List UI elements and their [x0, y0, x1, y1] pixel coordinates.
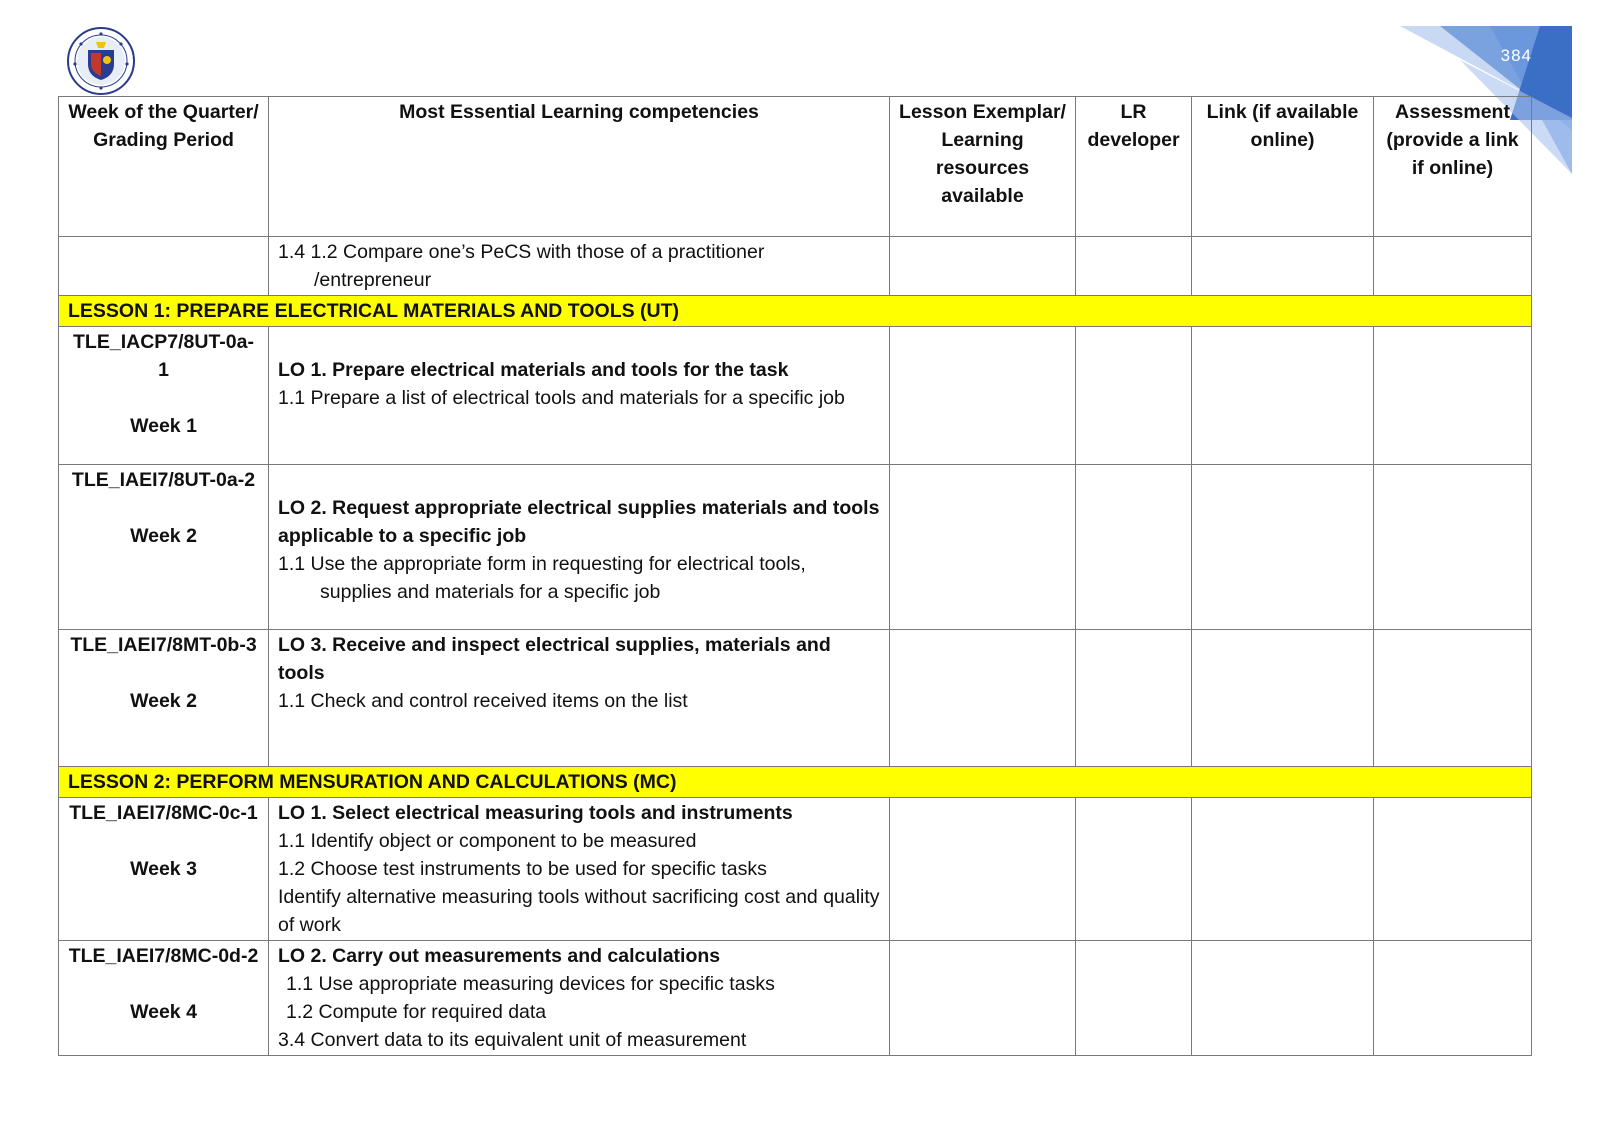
competency-item: 1.1 Identify object or component to be measured [278, 830, 697, 852]
week-cell [59, 798, 269, 941]
competency-code: TLE_IAEI7/8MC-0c-1 [69, 802, 258, 824]
header-competencies: Most Essential Learning competencies [269, 97, 890, 237]
competency-cell [269, 465, 890, 630]
table-row [59, 941, 1532, 1056]
lesson-heading-row [59, 296, 1532, 327]
competency-code: TLE_IAEI7/8MT-0b-3 [70, 634, 257, 656]
week-label: Week 2 [130, 525, 197, 547]
header-row [59, 97, 1532, 237]
competency-item: 1.1 Prepare a list of electrical tools and materials for a specific job [278, 387, 845, 409]
competency-cell [269, 798, 890, 941]
competency-code: TLE_IAEI7/8MC-0d-2 [68, 945, 259, 967]
week-label: Week 2 [130, 690, 197, 712]
competency-item: 1.2 Compute for required data [286, 1001, 547, 1023]
week-cell [59, 237, 269, 296]
lesson-1-title: LESSON 1: PREPARE ELECTRICAL MATERIALS AND TOOLS (UT) [59, 296, 1532, 327]
learning-outcome: LO 1. Prepare electrical materials and tools for the task [278, 359, 789, 381]
week-label: Week 4 [130, 1001, 197, 1023]
competency-item: 1.1 Use appropriate measuring devices for specific tasks [286, 973, 775, 995]
header-assessment: Assessment (provide a link if online) [1374, 97, 1532, 237]
competency-cell [269, 630, 890, 767]
lesson-2-title: LESSON 2: PERFORM MENSURATION AND CALCULATIONS (MC) [59, 767, 1532, 798]
page-number: 384 [1500, 46, 1532, 65]
lesson-heading-row [59, 767, 1532, 798]
deped-seal-logo [66, 26, 136, 96]
header-lesson-exemplar: Lesson Exemplar/ Learning resources available [890, 97, 1076, 237]
week-label: Week 1 [130, 415, 197, 437]
table-row [59, 630, 1532, 767]
learning-outcome: LO 3. Receive and inspect electrical supplies, materials and tools [278, 634, 831, 684]
competency-cell [269, 941, 890, 1056]
competency-item: 1.2 Choose test instruments to be used for specific tasks [278, 858, 767, 880]
header-week: Week of the Quarter/ Grading Period [59, 97, 269, 237]
table-row [59, 327, 1532, 465]
header-lr-developer: LR developer [1076, 97, 1192, 237]
competency-item: 1.1 Check and control received items on the list [278, 690, 688, 712]
week-cell [59, 465, 269, 630]
week-label: Week 3 [130, 858, 197, 880]
learning-outcome: LO 2. Request appropriate electrical supplies materials and tools applicable to a specific job [278, 497, 880, 547]
week-cell [59, 630, 269, 767]
competency-code: TLE_IACP7/8UT-0a-1 [73, 331, 254, 381]
competency-item: Identify alternative measuring tools without sacrificing cost and quality of work [278, 886, 880, 936]
learning-outcome: LO 1. Select electrical measuring tools and instruments [278, 802, 793, 824]
table-row [59, 237, 1532, 296]
melc-table [58, 96, 1532, 1056]
competency-text: 1.4 1.2 Compare one’s PeCS with those of a practitioner /entrepreneur [278, 241, 765, 291]
competency-item: 3.4 Convert data to its equivalent unit of measurement [278, 1029, 747, 1051]
competency-cell [269, 237, 890, 296]
week-cell [59, 941, 269, 1056]
competency-item: 1.1 Use the appropriate form in requesting for electrical tools, supplies and materials for a specific job [278, 553, 806, 603]
competency-code: TLE_IAEI7/8UT-0a-2 [71, 469, 256, 491]
table-row [59, 798, 1532, 941]
header-link: Link (if available online) [1192, 97, 1374, 237]
competency-cell [269, 327, 890, 465]
table-row [59, 465, 1532, 630]
week-cell [59, 327, 269, 465]
learning-outcome: LO 2. Carry out measurements and calculations [278, 945, 721, 967]
